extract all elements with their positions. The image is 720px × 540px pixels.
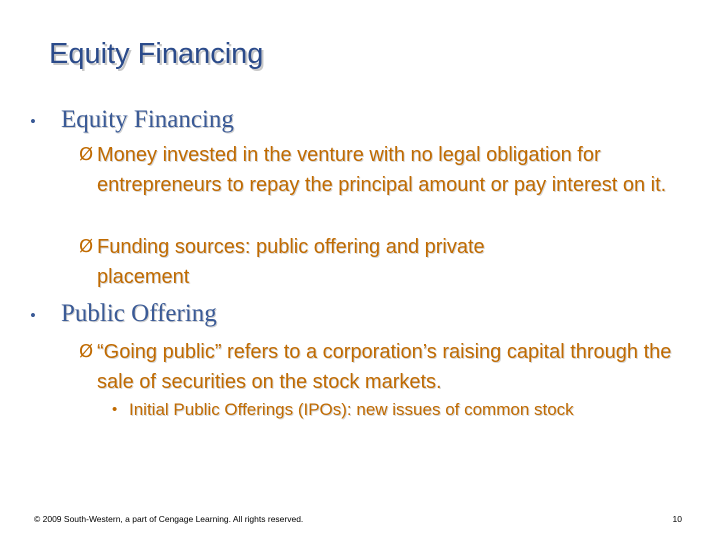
copyright-footer: © 2009 South-Western, a part of Cengage Learning. All rights reserved.: [34, 514, 304, 524]
bullet-icon: •: [30, 112, 36, 131]
list-item-text: Money invested in the venture with no legal obligation for entrepreneurs to repay the principal amount or pay interest on it.: [97, 144, 667, 196]
bullet-icon: •: [112, 401, 118, 418]
slide-title: Equity Financing: [49, 38, 264, 70]
arrow-bullet-icon: Ø: [79, 236, 94, 257]
bullet-icon: •: [30, 306, 36, 325]
list-item-text: Funding sources: public offering and private placement: [97, 236, 485, 288]
arrow-bullet-icon: Ø: [79, 341, 94, 362]
arrow-bullet-icon: Ø: [79, 144, 94, 165]
sub-list-item-text: Initial Public Offerings (IPOs): new issues of common stock: [129, 400, 574, 419]
section-heading: Equity Financing: [61, 106, 234, 133]
page-number: 10: [672, 514, 682, 524]
section-heading: Public Offering: [61, 300, 217, 327]
list-item-text: “Going public” refers to a corporation’s raising capital through the sale of securities on the stock markets.: [97, 341, 672, 393]
